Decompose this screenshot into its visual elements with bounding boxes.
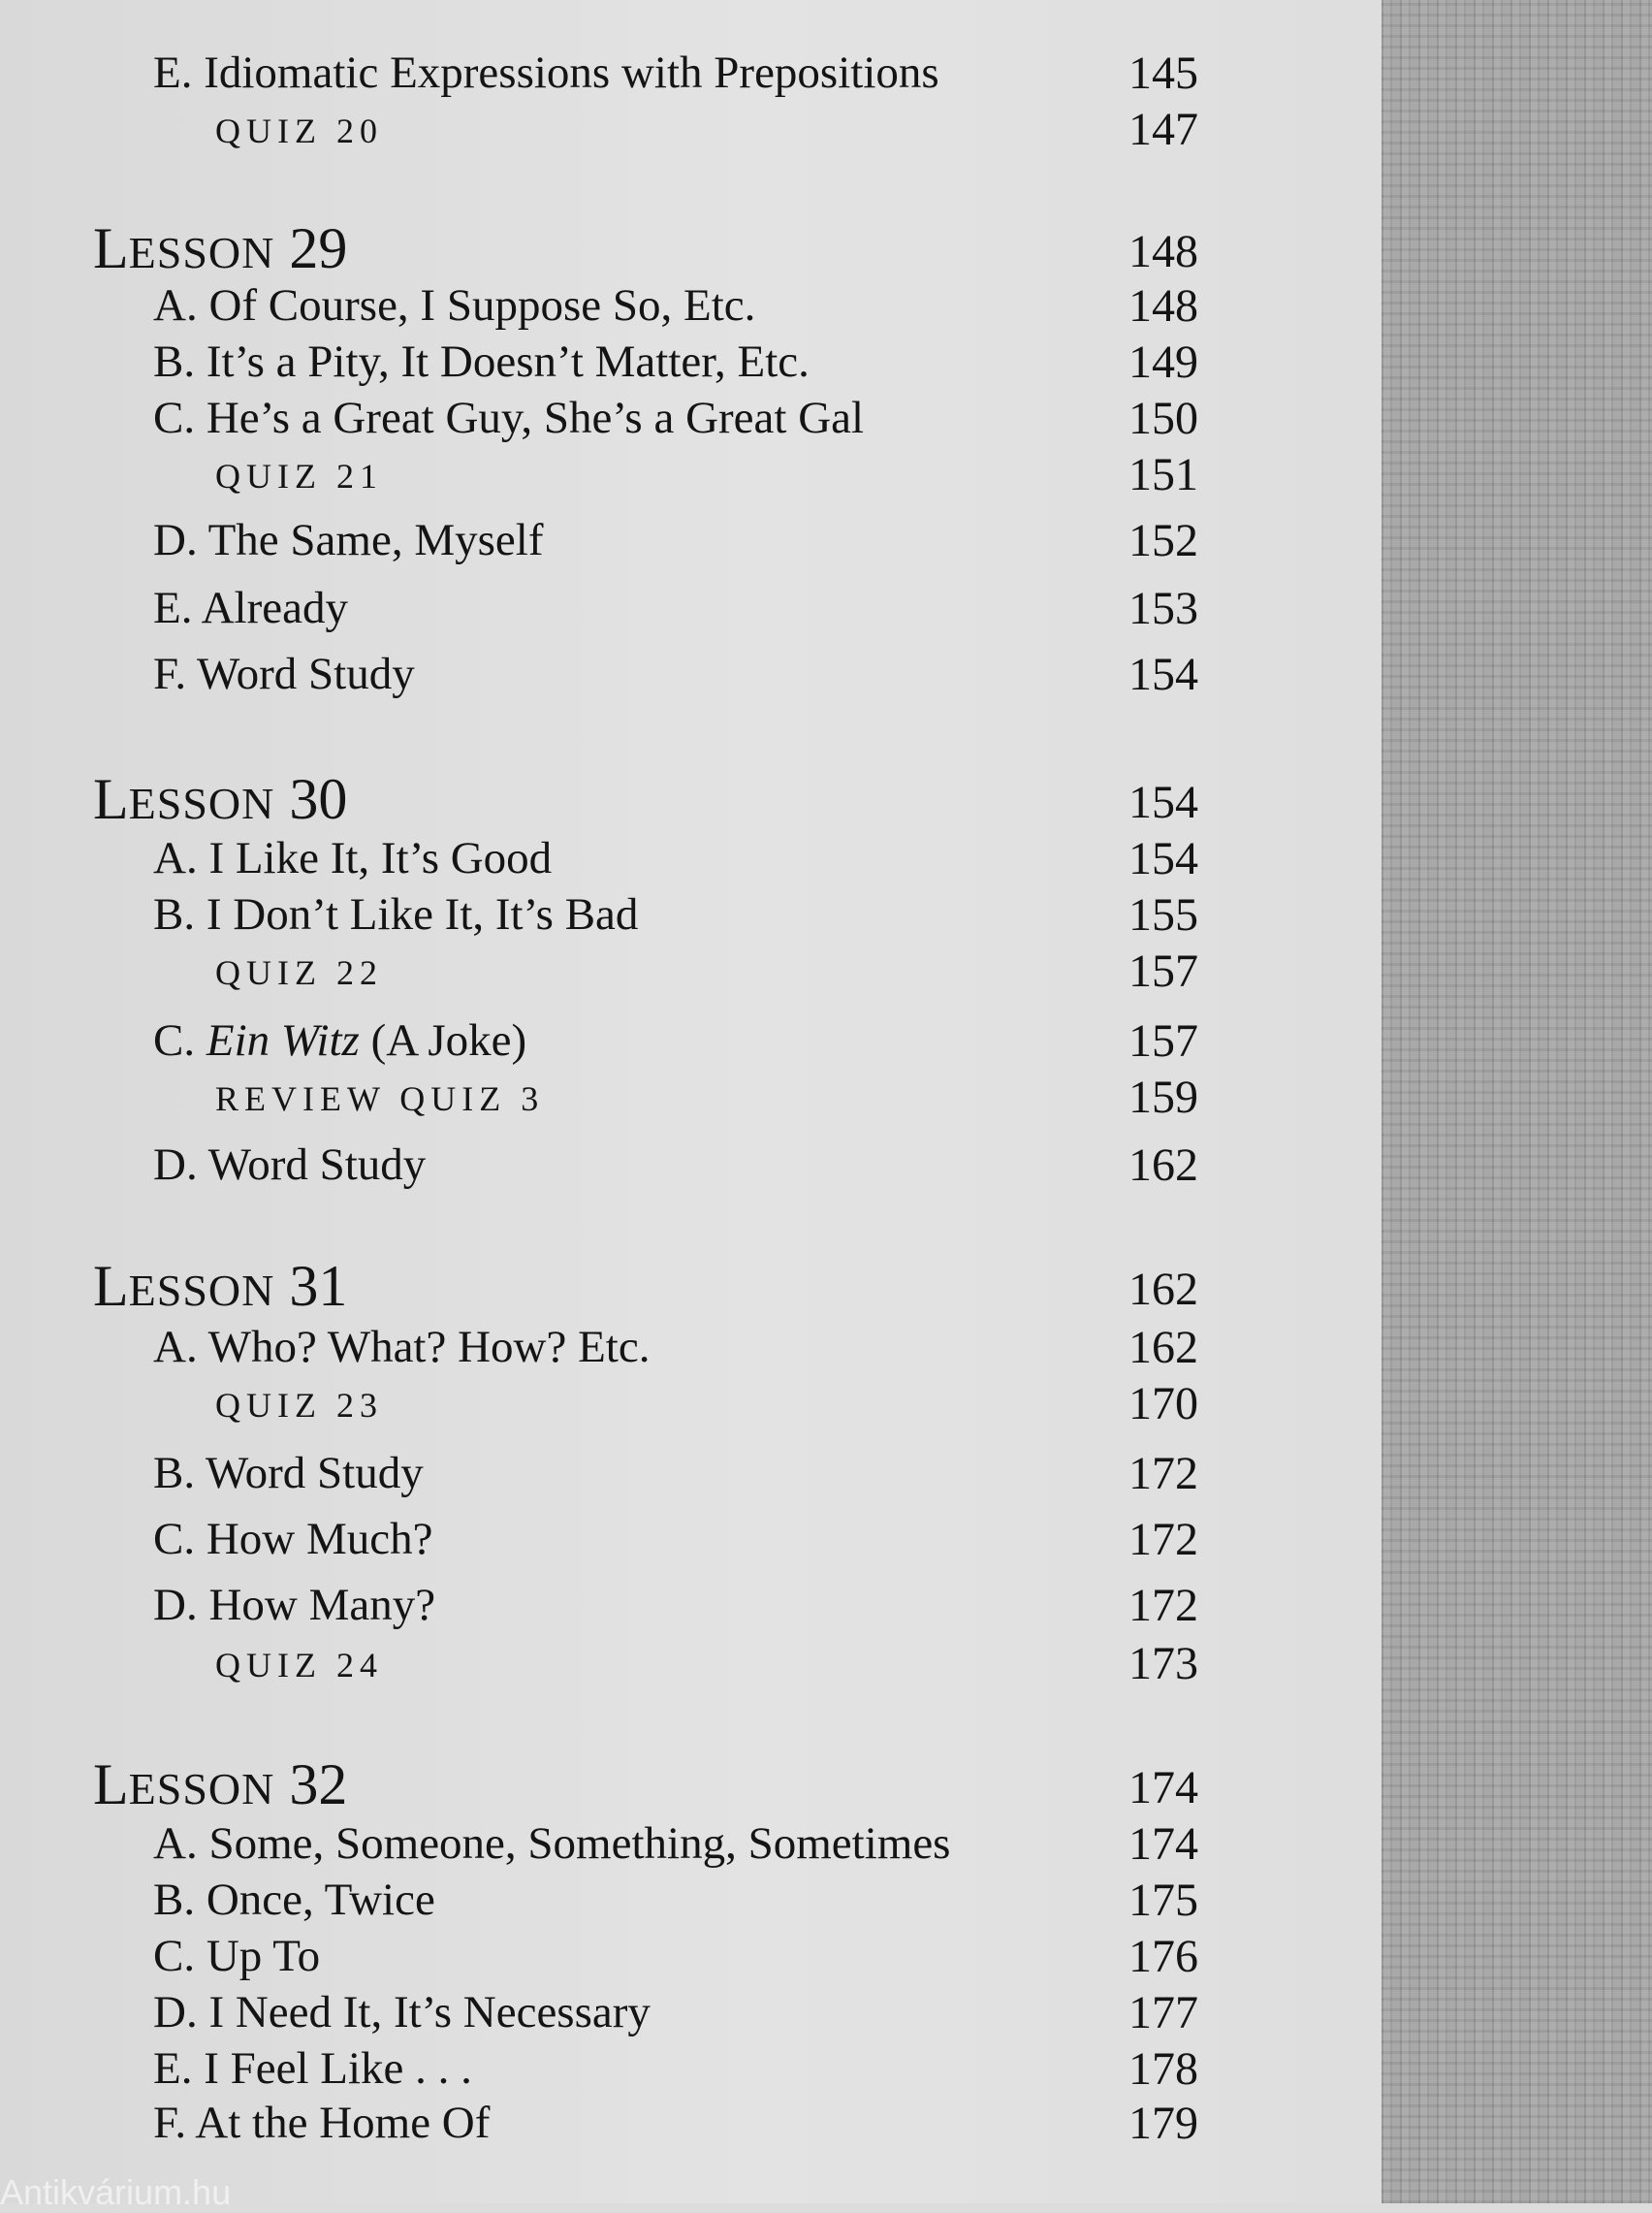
entry-title: D. How Many? bbox=[153, 1580, 436, 1630]
page-number: 150 bbox=[1128, 393, 1198, 444]
page-number: 154 bbox=[1128, 833, 1198, 884]
toc-entry bbox=[0, 2042, 1382, 2101]
toc-entry bbox=[0, 1139, 1382, 1197]
entry-title: C. How Much? bbox=[153, 1514, 433, 1564]
page-number: 175 bbox=[1128, 1875, 1198, 1926]
page-number: 155 bbox=[1128, 889, 1198, 941]
entry-title: E. I Feel Like . . . bbox=[153, 2043, 472, 2094]
page-number: 154 bbox=[1128, 649, 1198, 700]
page-number: 152 bbox=[1128, 515, 1198, 566]
entry-title: A. Who? What? How? Etc. bbox=[153, 1322, 651, 1372]
toc-entry bbox=[0, 47, 1382, 105]
entry-title: B. It’s a Pity, It Doesn’t Matter, Etc. bbox=[153, 337, 810, 387]
toc-quiz-entry bbox=[0, 1071, 1382, 1129]
toc-entry bbox=[0, 1817, 1382, 1876]
toc-entry bbox=[0, 279, 1382, 337]
page-number: 162 bbox=[1128, 1139, 1198, 1191]
entry-title: A. I Like It, It’s Good bbox=[153, 833, 553, 883]
toc-quiz-entry bbox=[0, 945, 1382, 1003]
toc-entry bbox=[0, 1513, 1382, 1571]
entry-title: F. At the Home Of bbox=[153, 2098, 491, 2148]
page-number: 162 bbox=[1128, 1322, 1198, 1373]
toc-entry bbox=[0, 392, 1382, 450]
page-number: 178 bbox=[1128, 2043, 1198, 2095]
toc-quiz-entry bbox=[0, 448, 1382, 506]
entry-title: D. I Need It, It’s Necessary bbox=[153, 1987, 651, 2037]
toc-entry bbox=[0, 514, 1382, 572]
toc-quiz-entry bbox=[0, 1637, 1382, 1695]
entry-title: E. Idiomatic Expressions with Prepositions bbox=[153, 48, 939, 98]
toc-entry bbox=[0, 648, 1382, 706]
page-number: 149 bbox=[1128, 337, 1198, 388]
quiz-title: QUIZ 21 bbox=[215, 457, 383, 496]
page-number: 173 bbox=[1128, 1638, 1198, 1689]
entry-title: B. I Don’t Like It, It’s Bad bbox=[153, 889, 639, 940]
page-number: 154 bbox=[1128, 777, 1198, 828]
page-number: 174 bbox=[1128, 1818, 1198, 1870]
lesson-heading bbox=[0, 1254, 1382, 1318]
quiz-title: QUIZ 22 bbox=[215, 953, 383, 992]
page-number: 172 bbox=[1128, 1448, 1198, 1499]
quiz-title: REVIEW QUIZ 3 bbox=[215, 1079, 545, 1118]
lesson-title: LESSON 32 bbox=[93, 1752, 348, 1816]
lesson-title: LESSON 30 bbox=[93, 767, 348, 831]
toc-entry bbox=[0, 1014, 1382, 1073]
page-number: 174 bbox=[1128, 1762, 1198, 1813]
toc-quiz-entry bbox=[0, 103, 1382, 161]
background-surface bbox=[1382, 0, 1652, 2203]
lesson-title: LESSON 31 bbox=[93, 1254, 348, 1318]
lesson-heading bbox=[0, 767, 1382, 831]
page-number: 170 bbox=[1128, 1378, 1198, 1429]
page-number: 157 bbox=[1128, 1015, 1198, 1067]
quiz-title: QUIZ 20 bbox=[215, 112, 383, 150]
lesson-title: LESSON 29 bbox=[93, 216, 348, 280]
page-number: 176 bbox=[1128, 1931, 1198, 1982]
lesson-heading bbox=[0, 1752, 1382, 1816]
page-number: 172 bbox=[1128, 1514, 1198, 1565]
toc-entry bbox=[0, 1930, 1382, 1988]
page-number: 157 bbox=[1128, 946, 1198, 997]
entry-title: E. Already bbox=[153, 583, 348, 633]
watermark: Antikvárium.hu bbox=[0, 2172, 232, 2212]
toc-entry bbox=[0, 2097, 1382, 2155]
toc-entry bbox=[0, 1321, 1382, 1379]
page-number: 172 bbox=[1128, 1580, 1198, 1631]
toc-entry bbox=[0, 1874, 1382, 1932]
entry-title: B. Once, Twice bbox=[153, 1875, 435, 1925]
page-number: 145 bbox=[1128, 48, 1198, 99]
entry-title: A. Of Course, I Suppose So, Etc. bbox=[153, 280, 756, 331]
toc-entry bbox=[0, 336, 1382, 394]
quiz-title: QUIZ 24 bbox=[215, 1646, 383, 1684]
toc-entry bbox=[0, 1579, 1382, 1637]
entry-title: C. He’s a Great Guy, She’s a Great Gal bbox=[153, 393, 865, 443]
toc-entry bbox=[0, 1447, 1382, 1505]
entry-title: C. Up To bbox=[153, 1931, 321, 1981]
lesson-heading bbox=[0, 216, 1382, 280]
toc-entry bbox=[0, 832, 1382, 890]
page-number: 153 bbox=[1128, 583, 1198, 634]
entry-title: D. The Same, Myself bbox=[153, 515, 544, 565]
toc-entry bbox=[0, 1986, 1382, 2044]
entry-title: A. Some, Someone, Something, Sometimes bbox=[153, 1818, 951, 1869]
entry-title: D. Word Study bbox=[153, 1139, 427, 1190]
page-number: 147 bbox=[1128, 104, 1198, 155]
page-number: 177 bbox=[1128, 1987, 1198, 2038]
toc-entry bbox=[0, 888, 1382, 946]
page-number: 148 bbox=[1128, 226, 1198, 277]
page-number: 151 bbox=[1128, 449, 1198, 500]
page-number: 162 bbox=[1128, 1264, 1198, 1315]
quiz-title: QUIZ 23 bbox=[215, 1386, 383, 1425]
toc-quiz-entry bbox=[0, 1377, 1382, 1435]
page-number: 179 bbox=[1128, 2098, 1198, 2149]
toc-entry bbox=[0, 582, 1382, 640]
entry-title: F. Word Study bbox=[153, 649, 415, 699]
page-number: 159 bbox=[1128, 1072, 1198, 1123]
entry-title: B. Word Study bbox=[153, 1448, 424, 1498]
entry-title: C. Ein Witz (A Joke) bbox=[153, 1015, 527, 1066]
page-number: 148 bbox=[1128, 280, 1198, 332]
